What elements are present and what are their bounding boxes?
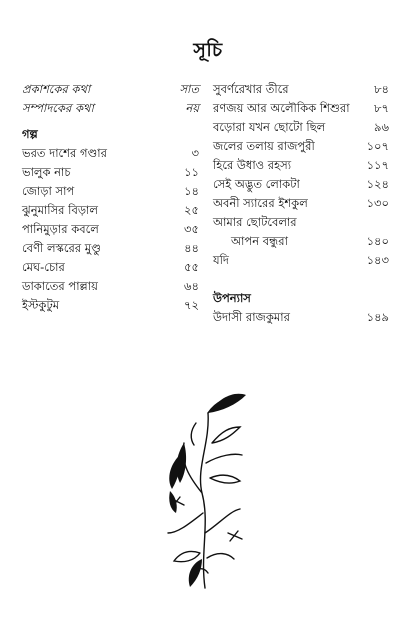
entry-title: সুবর্ণরেখার তীরে bbox=[213, 82, 289, 96]
entry-title: বড়োরা যখন ছোটো ছিল bbox=[213, 120, 326, 134]
toc-entry[interactable] bbox=[213, 80, 389, 99]
entry-title: ভালুক নাচ bbox=[22, 165, 71, 179]
entry-title: যদি bbox=[213, 253, 229, 267]
entry-page: ১১৭ bbox=[366, 158, 389, 172]
entry-page: ৭২ bbox=[184, 298, 199, 312]
entry-title: ইস্টকুটুম bbox=[22, 298, 60, 312]
section-heading-stories: গল্প bbox=[22, 127, 38, 141]
entry-page: ৩ bbox=[191, 146, 199, 160]
entry-title: জোড়া সাপ bbox=[22, 184, 75, 198]
entry-page: নয় bbox=[185, 101, 199, 115]
toc-right-column bbox=[213, 80, 389, 327]
toc-entry[interactable] bbox=[213, 137, 389, 156]
page-title: সূচি bbox=[193, 39, 223, 61]
toc-entry[interactable] bbox=[22, 296, 199, 315]
toc-entry[interactable] bbox=[22, 220, 199, 239]
toc-entry[interactable] bbox=[213, 213, 389, 232]
toc-entry[interactable] bbox=[22, 80, 199, 99]
entry-title: হিরে উধাও রহস্য bbox=[213, 158, 292, 172]
toc-left-column bbox=[22, 80, 199, 315]
entry-title: পানিমুড়ার কবলে bbox=[22, 222, 99, 236]
entry-page: ১৪৩ bbox=[366, 253, 389, 267]
section-heading-novel: উপন্যাস bbox=[213, 291, 251, 305]
entry-title: মেঘ-চোর bbox=[22, 260, 65, 274]
entry-title: ডাকাতের পাল্লায় bbox=[22, 279, 98, 293]
toc-entry[interactable] bbox=[213, 232, 389, 251]
entry-page: ১৪ bbox=[184, 184, 199, 198]
toc-entry[interactable] bbox=[22, 258, 199, 277]
entry-page: ১০৭ bbox=[366, 139, 389, 153]
entry-page: ১২৪ bbox=[366, 177, 389, 191]
toc-entry[interactable] bbox=[22, 144, 199, 163]
toc-entry[interactable] bbox=[22, 201, 199, 220]
toc-entry[interactable] bbox=[213, 175, 389, 194]
toc-entry[interactable] bbox=[213, 308, 389, 327]
entry-title: প্রকাশকের কথা bbox=[22, 82, 91, 96]
entry-page: ৮৭ bbox=[374, 101, 389, 115]
entry-page: ৪৪ bbox=[184, 241, 199, 255]
entry-page: ১৩০ bbox=[366, 196, 389, 210]
entry-page: সাত bbox=[179, 82, 199, 96]
entry-title: রণজয় আর অলৌকিক শিশুরা bbox=[213, 101, 350, 115]
toc-entry[interactable] bbox=[22, 277, 199, 296]
entry-page: ১১ bbox=[184, 165, 199, 179]
toc-entry[interactable] bbox=[213, 118, 389, 137]
entry-title: আমার ছোটবেলার bbox=[213, 215, 297, 229]
entry-title: উদাসী রাজকুমার bbox=[213, 310, 290, 324]
toc-entry[interactable] bbox=[22, 99, 199, 118]
toc-entry[interactable] bbox=[213, 99, 389, 118]
entry-title: সম্পাদকের কথা bbox=[22, 101, 94, 115]
floral-ornament-icon bbox=[150, 383, 260, 593]
entry-title: জলের তলায় রাজপুরী bbox=[213, 139, 315, 153]
entry-page: ৩৫ bbox=[184, 222, 199, 236]
entry-page: ৬৪ bbox=[184, 279, 199, 293]
entry-page: ৫৫ bbox=[184, 260, 199, 274]
entry-title: অবনী স্যারের ইশকুল bbox=[213, 196, 308, 210]
entry-title: আপন বন্ধুরা bbox=[231, 234, 288, 248]
entry-title: ঝুনুমাসির বিড়াল bbox=[22, 203, 98, 217]
toc-entry[interactable] bbox=[22, 239, 199, 258]
toc-entry[interactable] bbox=[213, 194, 389, 213]
toc-entry[interactable] bbox=[22, 182, 199, 201]
toc-entry[interactable] bbox=[22, 163, 199, 182]
toc-entry[interactable] bbox=[213, 251, 389, 270]
entry-page: ৯৬ bbox=[374, 120, 389, 134]
entry-page: ১৪৯ bbox=[366, 310, 389, 324]
entry-title: সেই অদ্ভুত লোকটা bbox=[213, 177, 300, 191]
entry-title: ভরত দাশের গণ্ডার bbox=[22, 146, 107, 160]
entry-title: বেণী লস্করের মুণ্ডু bbox=[22, 241, 101, 255]
entry-page: ২৫ bbox=[184, 203, 199, 217]
toc-entry[interactable] bbox=[213, 156, 389, 175]
entry-page: ১৪০ bbox=[366, 234, 389, 248]
entry-page: ৮৪ bbox=[374, 82, 389, 96]
